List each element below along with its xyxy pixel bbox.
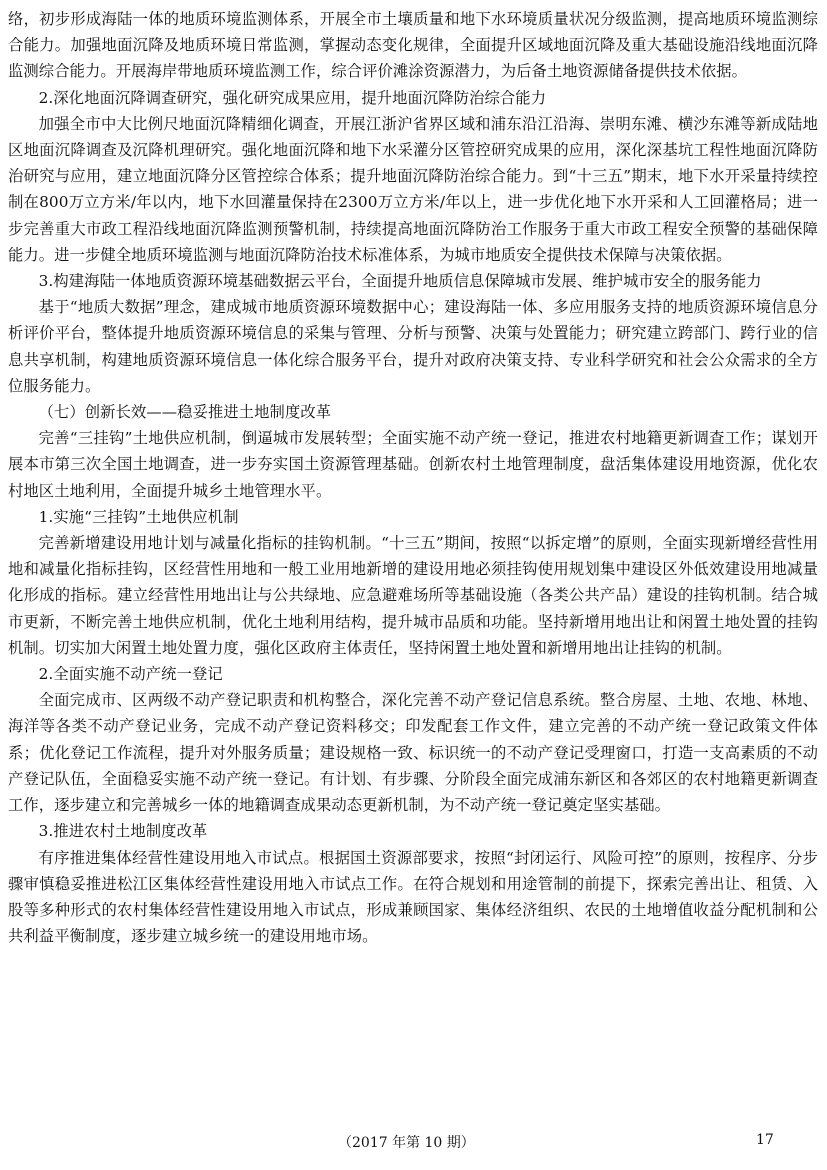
paragraph-rural-land-reform: 有序推进集体经营性建设用地入市试点。根据国土资源部要求，按照“封闭运行、风险可控”的原则，按程序、分步骤审慎稳妥推进松江区集体经营性建设用地入市试点工作。在符合规划和用途管制的前提下，探索完善出让、租赁、入股等多种形式的农村集体经营性建设用地入市试点，形成兼顾国家、集体经济组织、农民的土地增值收益分配机制和公共利益平衡制度，逐步建立城乡统一的建设用地市场。 <box>8 848 818 946</box>
paragraph-section-intro: 完善“三挂钩”土地供应机制，倒逼城市发展转型；全面实施不动产统一登记，推进农村地籍更新调查工作；谋划开展本市第三次全国土地调查，进一步夯实国土资源管理基础。创新农村土地管理制度，盘活集体建设用地资源，优化农村地区土地利用，全面提升城乡土地管理水平。 <box>8 429 818 500</box>
paragraph-data-cloud: 基于“地质大数据”理念，建成城市地质资源环境数据中心；建设海陆一体、多应用服务支持的地质资源环境信息分析评价平台，整体提升地质资源环境信息的采集与管理、分析与预警、决策与处置能力；研究建立跨部门、跨行业的信息共享机制，构建地质资源环境信息一体化综合服务平台，提升对政府决策支持、专业科学研究和社会公众需求的全方位服务能力。 <box>8 298 818 395</box>
issue-label: （2017 年第 10 期） <box>338 1135 475 1151</box>
section-heading-innovation: （七）创新长效——稳妥推进土地制度改革 <box>38 403 332 422</box>
document-body <box>8 6 818 949</box>
subheading-data-cloud: 3.构建海陆一体地质资源环境基础数据云平台，全面提升地质信息保障城市发展、维护城市安全的服务能力 <box>38 272 762 291</box>
subheading-real-estate-registration: 2.全面实施不动产统一登记 <box>38 665 223 684</box>
paragraph-land-subsidence: 加强全市中大比例尺地面沉降精细化调查，开展江浙沪省界区域和浦东沿江沿海、崇明东滩、横沙东滩等新成陆地区地面沉降调查及沉降机理研究。强化地面沉降和地下水采灌分区管控研究成果的应用，深化深基坑工程性地面沉降防治研究与应用，建立地面沉降分区管控综合体系；提升地面沉降防治综合能力。到“十三五”期末，地下水开采量持续控制在800万立方米/年以内，地下水回灌量保持在2300万立方米/年以上，进一步优化地下水开采和人工回灌格局；进一步完善重大市政工程沿线地面沉降监测预警机制，持续提高地面沉降防治工作服务于重大市政工程安全预警的基础保障能力。进一步健全地质环境监测与地面沉降防治技术标准体系，为城市地质安全提供技术保障与决策依据。 <box>8 114 818 264</box>
paragraph-geo-monitoring: 络，初步形成海陆一体的地质环境监测体系，开展全市土壤质量和地下水环境质量状况分级监测，提高地质环境监测综合能力。加强地面沉降及地质环境日常监测，掌握动态变化规律，全面提升区域地面沉降及重大基础设施沿线地面沉降监测综合能力。开展海岸带地质环境监测工作，综合评价滩涂资源潜力，为后备土地资源储备提供技术依据。 <box>8 10 818 81</box>
subheading-rural-land-reform: 3.推进农村土地制度改革 <box>38 822 208 841</box>
subheading-land-subsidence: 2.深化地面沉降调查研究，强化研究成果应用，提升地面沉降防治综合能力 <box>38 88 547 107</box>
page-number: 17 <box>756 1132 774 1148</box>
paragraph-real-estate-registration: 全面完成市、区两级不动产登记职责和机构整合，深化完善不动产登记信息系统。整合房屋、土地、农地、林地、海洋等各类不动产登记业务，完成不动产登记资料移交；印发配套工作文件，建立完善的不动产统一登记政策文件体系；优化登记工作流程，提升对外服务质量；建设规格一致、标识统一的不动产登记受理窗口，打造一支高素质的不动产登记队伍，全面稳妥实施不动产统一登记。有计划、有步骤、分阶段全面完成浦东新区和各郊区的农村地籍更新调查工作，逐步建立和完善城乡一体的地籍调查成果动态更新机制，为不动产统一登记奠定坚实基础。 <box>8 691 818 815</box>
subheading-three-links: 1.实施“三挂钩”土地供应机制 <box>38 507 239 526</box>
page-footer <box>0 1132 827 1156</box>
paragraph-three-links: 完善新增建设用地计划与减量化指标的挂钩机制。“十三五”期间，按照“以拆定增”的原则，全面实现新增经营性用地和减量化指标挂钩，区经营性用地和一般工业用地新增的建设用地必须挂钩使用规划集中建设区外低效建设用地减量化形成的指标。建立经营性用地出让与公共绿地、应急避难场所等基础设施（各类公共产品）建设的挂钩机制。结合城市更新，不断完善土地供应机制，优化土地利用结构，提升城市品质和功能。坚持新增用地出让和闲置土地处置的挂钩机制。切实加大闲置土地处置力度，强化区政府主体责任，坚持闲置土地处置和新增用地出让挂钩的机制。 <box>8 534 818 657</box>
